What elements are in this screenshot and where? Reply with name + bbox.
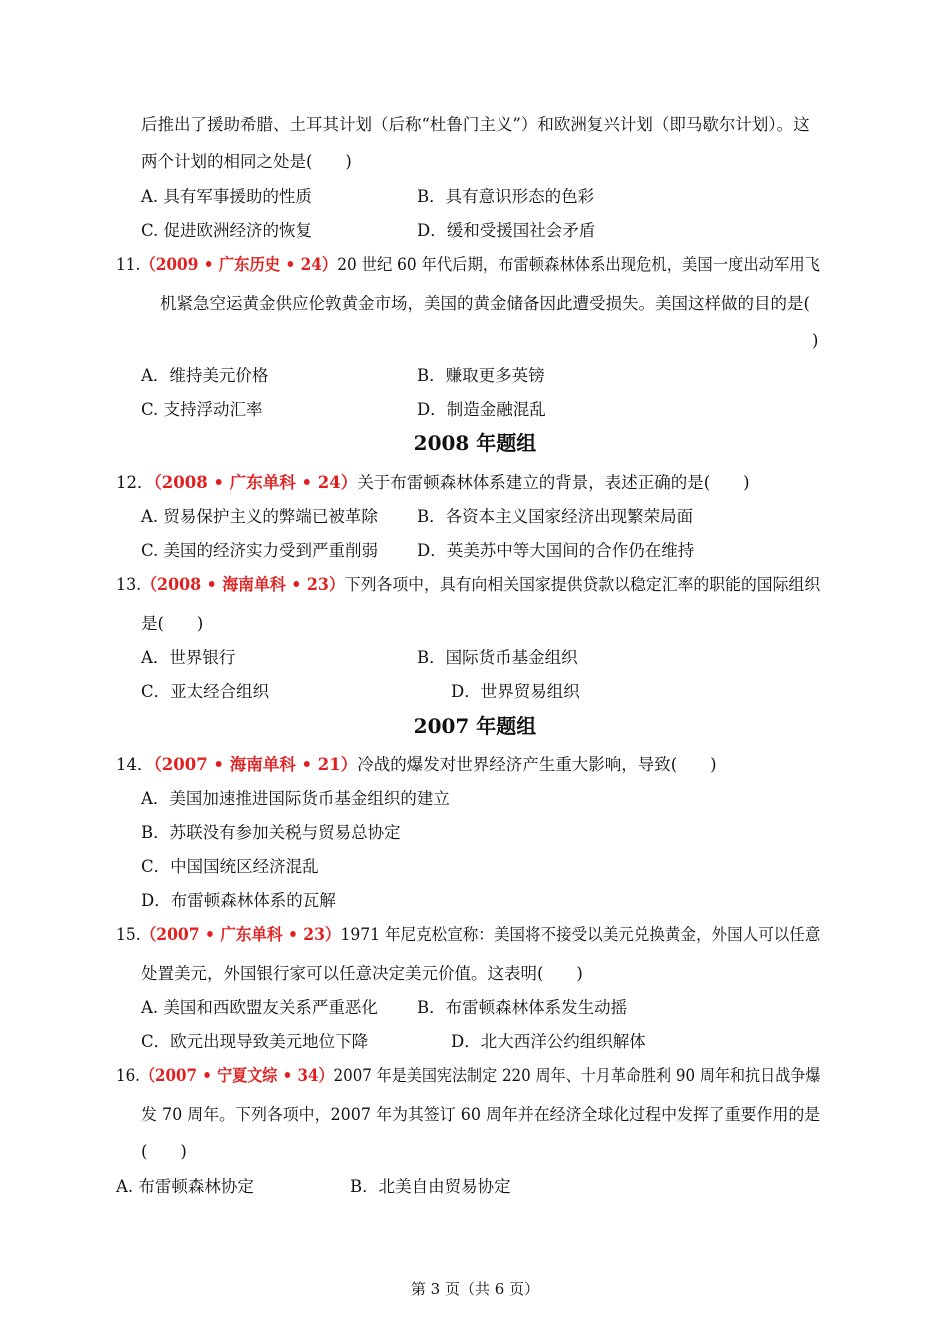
q16-stem-text: 2007 年是美国宪法制定 220 周年、十月革命胜利 90 周年和抗日战争爆 bbox=[333, 1066, 821, 1085]
q15-stem-line2: 处置美元，外国银行家可以任意决定美元价值。这表明( ) bbox=[141, 964, 583, 983]
q15-option-a: A. 美国和西欧盟友关系严重恶化 bbox=[141, 998, 378, 1017]
q16-option-b: B．北美自由贸易协定 bbox=[350, 1177, 511, 1196]
q12-number: 12． bbox=[116, 473, 154, 492]
q13-number: 13. bbox=[116, 575, 142, 594]
q16-number: 16. bbox=[116, 1066, 140, 1085]
section-heading-2008: 2008 年题组 bbox=[413, 431, 537, 455]
q13-stem-text: 下列各项中，具有向相关国家提供贷款以稳定汇率的职能的国际组织 bbox=[344, 575, 821, 594]
q14-option-b: B．苏联没有参加关税与贸易总协定 bbox=[141, 823, 401, 842]
q10-option-b: B．具有意识形态的色彩 bbox=[417, 187, 595, 206]
page-footer: 第 3 页（共 6 页） bbox=[410, 1280, 540, 1298]
q13-option-d: D．世界贸易组织 bbox=[451, 682, 580, 701]
q12-option-d: D．英美苏中等大国间的合作仍在维持 bbox=[417, 541, 695, 560]
q15-source: （2007 • 广东单科 • 23） bbox=[140, 925, 341, 944]
q12-stem-text: 关于布雷顿森林体系建立的背景，表述正确的是( ) bbox=[357, 473, 750, 492]
q11-stem-line3: ) bbox=[812, 331, 819, 350]
q11-stem-text: 20 世纪 60 年代后期，布雷顿森林体系出现危机，美国一度出动军用飞 bbox=[337, 255, 820, 274]
q16-stem-line2: 发 70 周年。下列各项中，2007 年为其签订 60 周年并在经济全球化过程中发挥了重要作用的是 bbox=[141, 1105, 821, 1124]
q13-stem-line1 bbox=[116, 574, 820, 596]
q15-option-d: D．北大西洋公约组织解体 bbox=[451, 1032, 646, 1051]
q12-stem-line1 bbox=[116, 472, 750, 494]
q11-source: （2009 • 广东历史 • 24） bbox=[140, 255, 338, 274]
q15-stem-text: 1971 年尼克松宣称：美国将不接受以美元兑换黄金，外国人可以任意 bbox=[340, 925, 821, 944]
q12-option-b: B．各资本主义国家经济出现繁荣局面 bbox=[417, 507, 694, 526]
q14-option-d: D．布雷顿森林体系的瓦解 bbox=[141, 891, 336, 910]
q16-option-a: A. 布雷顿森林协定 bbox=[116, 1177, 254, 1196]
q11-stem-line2: 机紧急空运黄金供应伦敦黄金市场，美国的黄金储备因此遭受损失。美国这样做的目的是( bbox=[160, 294, 810, 313]
q14-stem-line1 bbox=[116, 754, 717, 776]
q11-option-d: D．制造金融混乱 bbox=[417, 400, 546, 419]
q12-option-c: C. 美国的经济实力受到严重削弱 bbox=[141, 541, 379, 560]
q16-stem-line1 bbox=[116, 1065, 820, 1087]
q11-option-c: C. 支持浮动汇率 bbox=[141, 400, 263, 419]
q14-stem-text: 冷战的爆发对世界经济产生重大影响，导致( ) bbox=[357, 755, 717, 774]
section-heading-2007: 2007 年题组 bbox=[413, 714, 537, 738]
q15-stem-line1 bbox=[116, 924, 820, 946]
q12-source: （2008 • 广东单科 • 24） bbox=[153, 473, 358, 492]
q16-stem-line3: ( ) bbox=[141, 1142, 187, 1161]
q14-number: 14． bbox=[116, 755, 154, 774]
q11-option-a: A．维持美元价格 bbox=[141, 366, 269, 385]
q11-option-b: B．赚取更多英镑 bbox=[417, 366, 545, 385]
q15-option-b: B．布雷顿森林体系发生动摇 bbox=[417, 998, 628, 1017]
q13-option-c: C．亚太经合组织 bbox=[141, 682, 270, 701]
q10-option-a: A. 具有军事援助的性质 bbox=[141, 187, 312, 206]
q13-option-b: B．国际货币基金组织 bbox=[417, 648, 578, 667]
q13-stem-line2: 是( ) bbox=[141, 614, 204, 633]
q13-source: （2008 • 海南单科 • 23） bbox=[141, 575, 345, 594]
q14-source: （2007 • 海南单科 • 21） bbox=[153, 755, 358, 774]
q10-stem-line2: 两个计划的相同之处是( ) bbox=[141, 152, 352, 171]
q11-stem-line1 bbox=[116, 254, 820, 276]
q15-option-c: C．欧元出现导致美元地位下降 bbox=[141, 1032, 369, 1051]
q13-option-a: A．世界银行 bbox=[141, 648, 236, 667]
q14-option-a: A．美国加速推进国际货币基金组织的建立 bbox=[141, 789, 450, 808]
q10-option-d: D．缓和受援国社会矛盾 bbox=[417, 221, 596, 240]
q10-stem-line1: 后推出了援助希腊、土耳其计划（后称“杜鲁门主义”）和欧洲复兴计划（即马歇尔计划）。这 bbox=[141, 115, 810, 134]
q10-option-c: C. 促进欧洲经济的恢复 bbox=[141, 221, 313, 240]
q15-number: 15. bbox=[116, 925, 141, 944]
q12-option-a: A. 贸易保护主义的弊端已被革除 bbox=[141, 507, 378, 526]
q14-option-c: C．中国国统区经济混乱 bbox=[141, 857, 319, 876]
q16-source: （2007 • 宁夏文综 • 34） bbox=[139, 1066, 334, 1085]
q11-number: 11. bbox=[116, 255, 141, 274]
